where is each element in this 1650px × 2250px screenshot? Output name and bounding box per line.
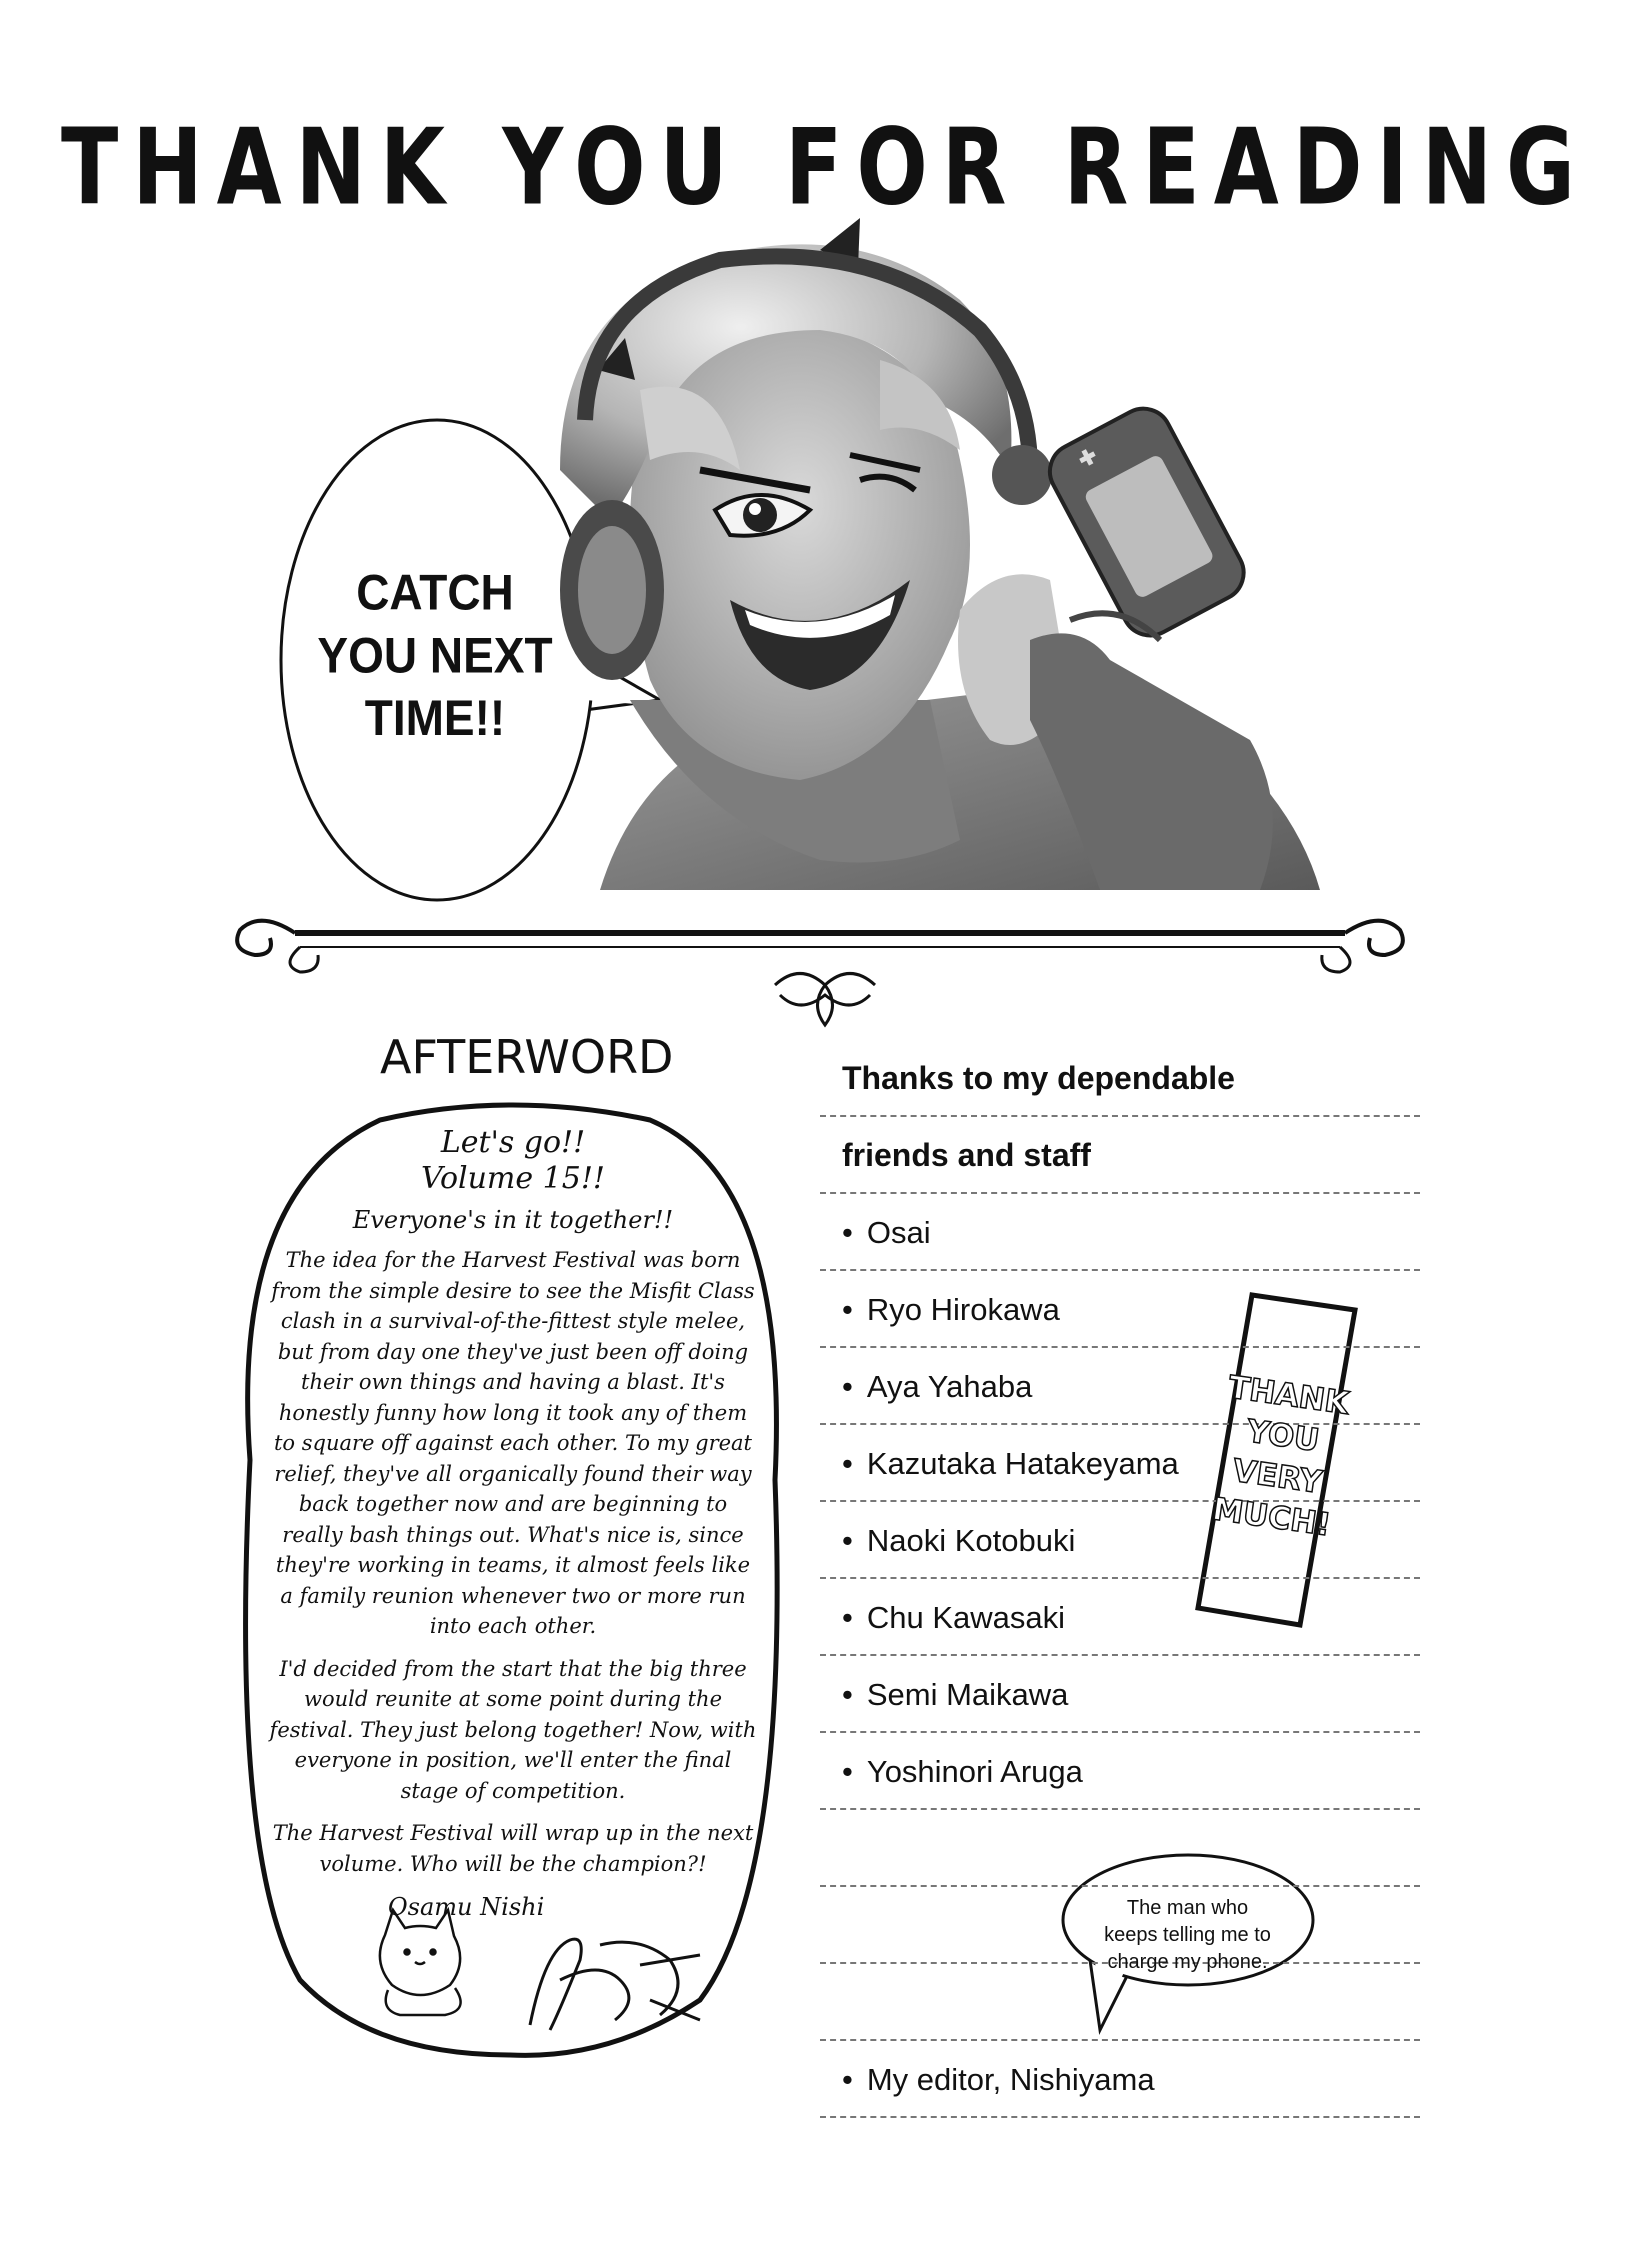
speech-line: CATCH (356, 564, 514, 621)
staff-name: Semi Maikawa (866, 1677, 1069, 1712)
staff-name: Osai (866, 1215, 931, 1250)
list-item (820, 1194, 1420, 1271)
speech-line: YOU NEXT (317, 626, 553, 684)
bullet: • (842, 1600, 853, 1635)
list-item (820, 1733, 1420, 1810)
afterword-paragraph: The idea for the Harvest Festival was born from the simple desire to see the Misfit Class clash in a survival-of-the-fittest style melee, but from day one they've just been off doing their own things and having a blast. It's honestly funny how long it took any of them to square off against each other. To my great relief, they've all organically found their way back together now and are beginning to really bash things out. What's nice is, since they're working in teams, it almost feels like a family reunion whenever two or more run into each other. (271, 1248, 755, 1638)
bullet: • (842, 1677, 853, 1712)
ornamental-divider (237, 921, 1403, 1025)
afterword-title: AFTERWORD (380, 1030, 674, 1084)
badge-line: MUCH! (1210, 1491, 1333, 1544)
speech-bubble-text (300, 561, 570, 749)
staff-name: Kazutaka Hatakeyama (866, 1446, 1179, 1481)
staff-name: Ryo Hirokawa (866, 1292, 1060, 1327)
speech-line: TIME!! (364, 689, 506, 746)
list-item (820, 2041, 1420, 2118)
bullet: • (842, 1215, 853, 1250)
staff-name: Chu Kawasaki (866, 1600, 1066, 1635)
bullet: • (842, 1754, 853, 1789)
badge-line: THANK (1226, 1369, 1352, 1422)
bubble-line: keeps telling me to (1104, 1924, 1271, 1946)
editor-name: My editor, Nishiyama (866, 2062, 1155, 2097)
afterword-note (268, 1125, 758, 1921)
afterword-paragraph: The Harvest Festival will wrap up in the next volume. Who will be the champion?! (272, 1821, 754, 1876)
afterword-signature: Osamu Nishi (388, 1893, 545, 1921)
list-item (820, 1656, 1420, 1733)
staff-name: Aya Yahaba (866, 1369, 1033, 1404)
page-title: THANK YOU FOR READING (61, 105, 1589, 229)
editor-bubble-text (1075, 1895, 1300, 1976)
bullet: • (842, 2062, 853, 2097)
thanks-heading-line: friends and staff (820, 1117, 1420, 1194)
afterword-paragraph: I'd decided from the start that the big three would reunite at some point during the festival. They just belong together! Now, with everyone in position, we'll enter the final stage of competition. (269, 1656, 757, 1803)
staff-name: Naoki Kotobuki (866, 1523, 1076, 1558)
bubble-line: charge my phone. (1107, 1951, 1268, 1973)
bullet: • (842, 1292, 853, 1327)
list-item (820, 1271, 1420, 1348)
bullet: • (842, 1523, 853, 1558)
badge-line: YOU (1244, 1413, 1322, 1460)
afterword-subheading: Everyone's in it together!! (352, 1206, 674, 1234)
bubble-line: The man who (1126, 1897, 1249, 1919)
staff-name: Yoshinori Aruga (866, 1754, 1083, 1789)
thanks-heading-line: Thanks to my dependable (820, 1040, 1420, 1117)
bullet: • (842, 1369, 853, 1404)
blank-line (820, 1810, 1420, 1887)
bullet: • (842, 1446, 853, 1481)
afterword-heading-line: Let's go!! (440, 1125, 586, 1160)
thank-you-badge-text (1185, 1364, 1374, 1550)
badge-line: VERY (1230, 1452, 1325, 1501)
list-item (820, 1579, 1420, 1656)
character-illustration (560, 218, 1320, 890)
afterword-heading-line: Volume 15!! (421, 1161, 605, 1196)
